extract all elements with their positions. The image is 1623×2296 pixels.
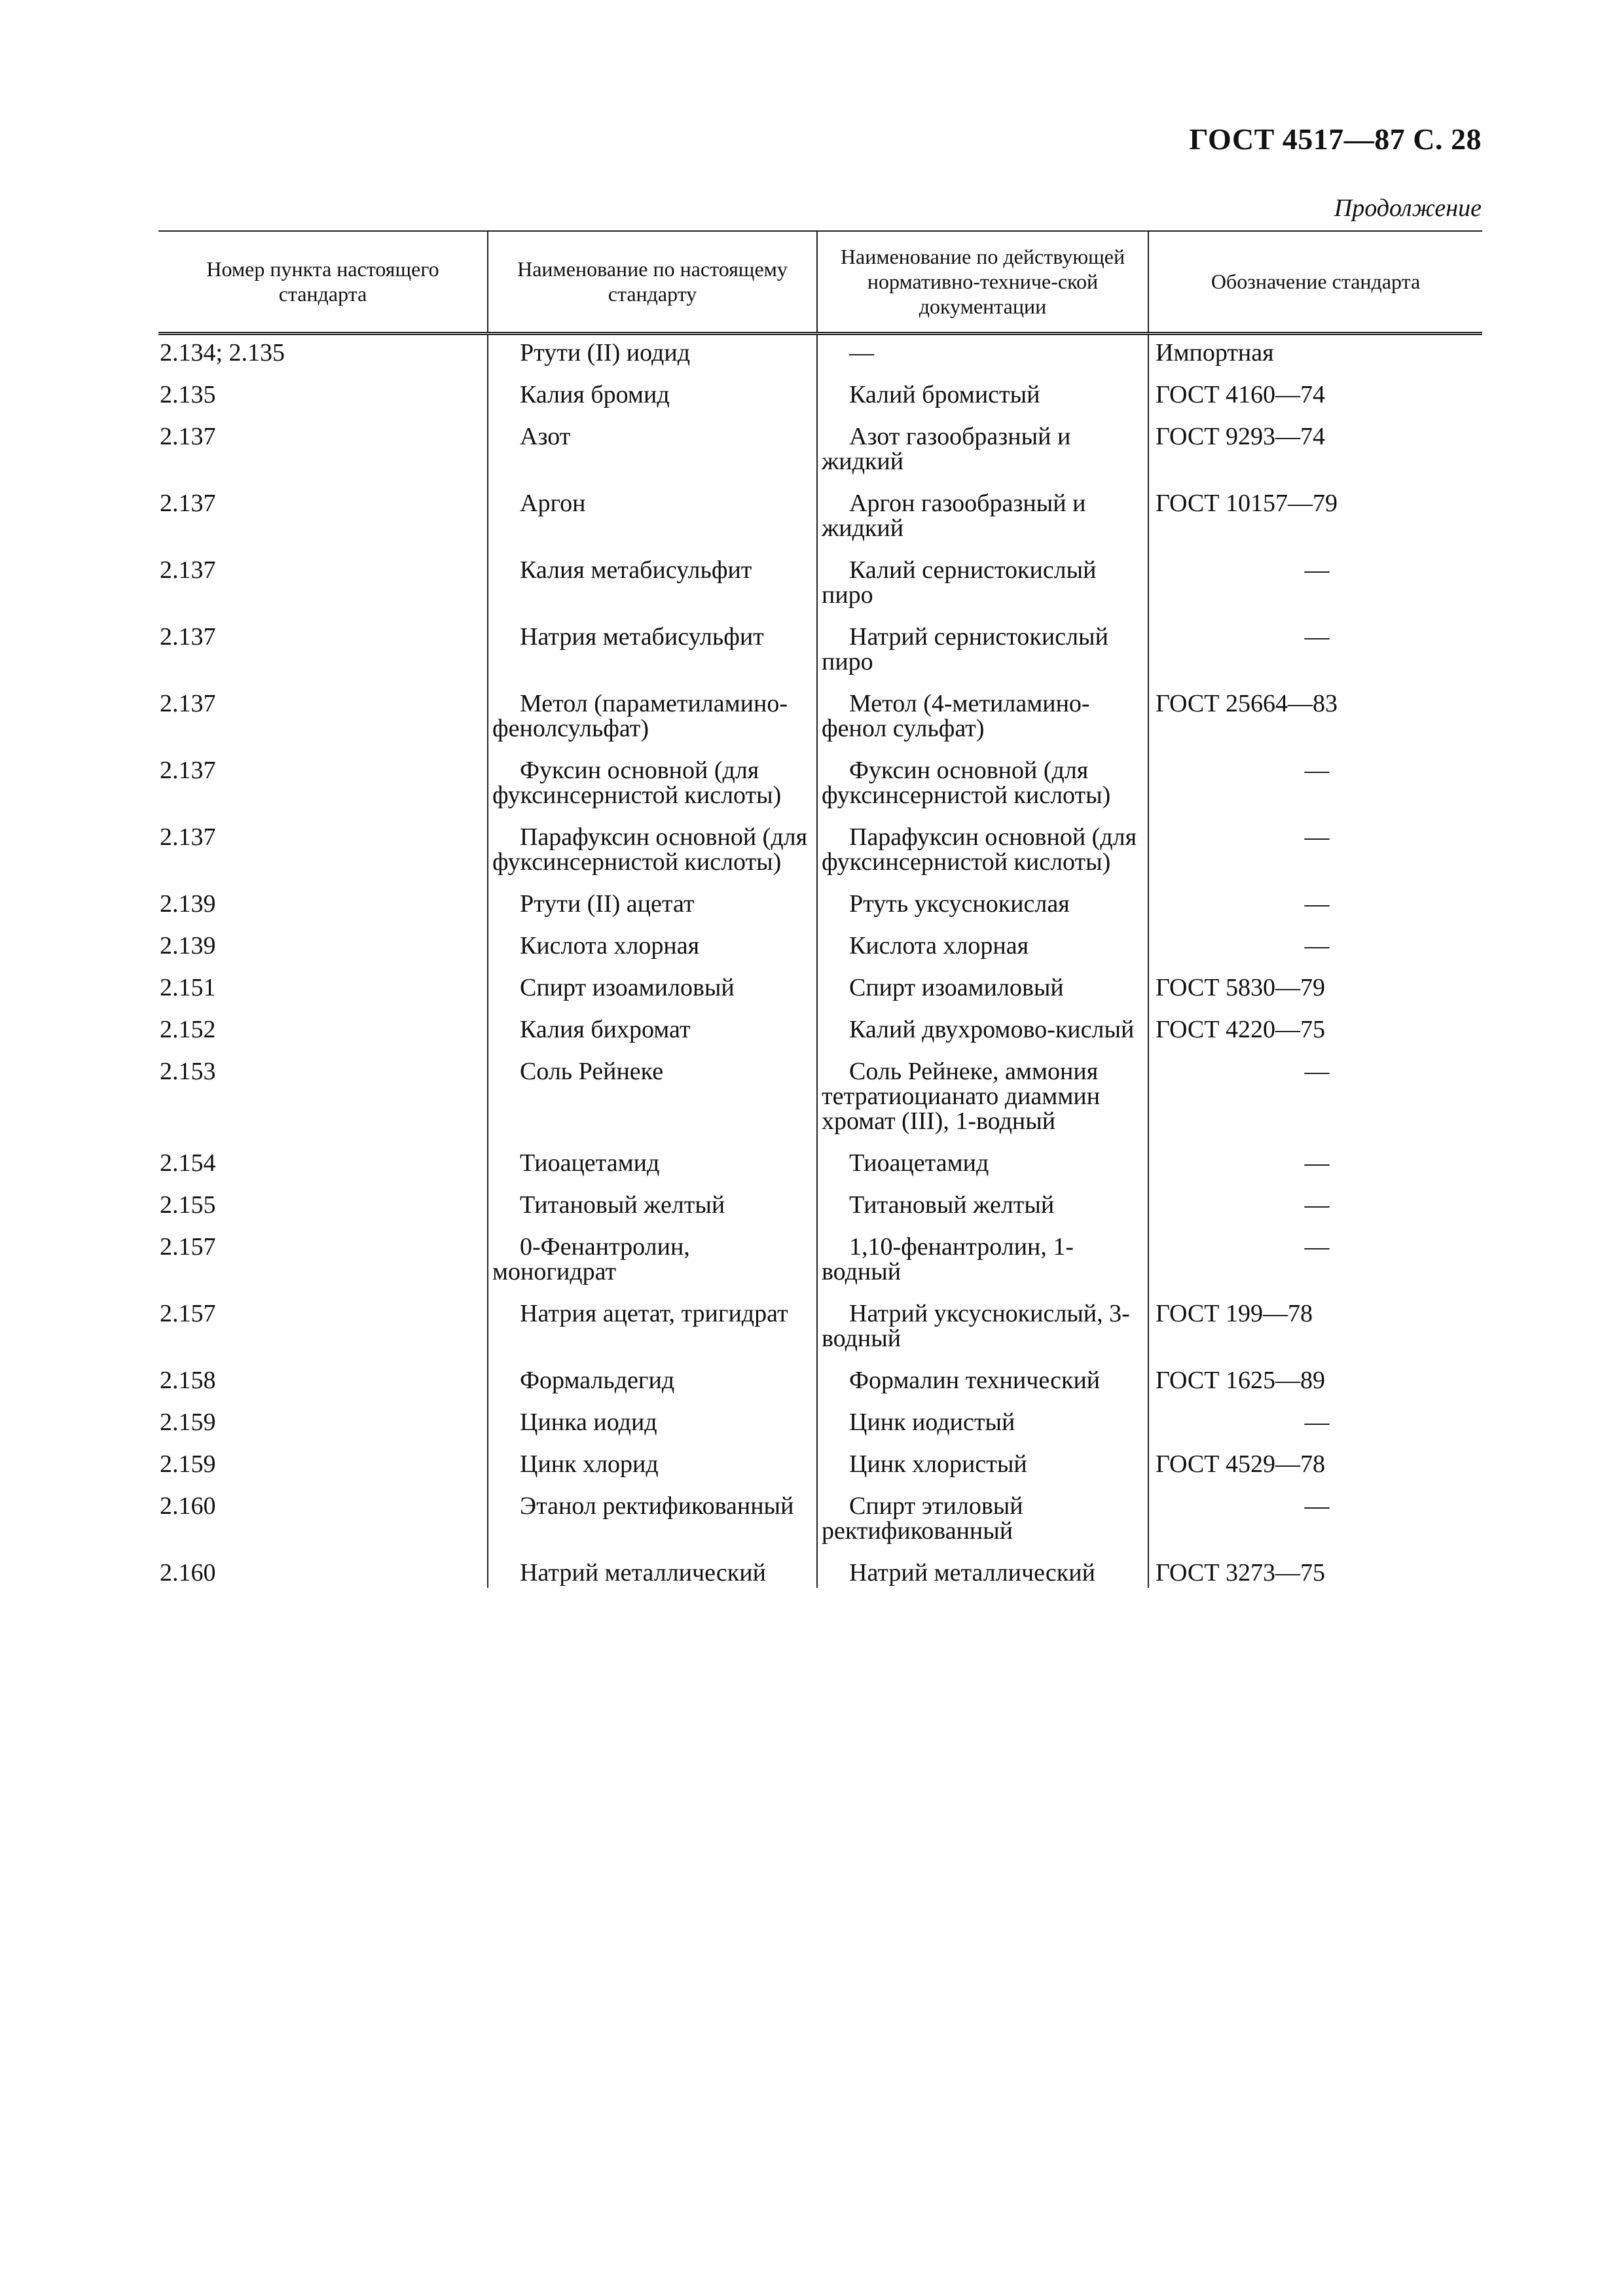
cell-standard: — bbox=[1148, 619, 1482, 686]
cell-name-current: Фуксин основной (для фуксинсернистой кислоты) bbox=[488, 753, 817, 819]
cell-name-normative: Тиоацетамид bbox=[817, 1145, 1148, 1187]
cell-name-normative: Цинк хлористый bbox=[817, 1446, 1148, 1488]
table-row bbox=[158, 419, 1482, 486]
cell-item-number: 2.159 bbox=[160, 1408, 216, 1436]
cell-standard: ГОСТ 10157—79 bbox=[1148, 486, 1482, 552]
table-row bbox=[158, 1229, 1482, 1296]
cell-name-normative: Кислота хлорная bbox=[817, 928, 1148, 970]
table-header bbox=[158, 231, 1482, 333]
cell-name-current: Калия бихромат bbox=[488, 1012, 817, 1054]
cell-name-current: Соль Рейнеке bbox=[488, 1054, 817, 1145]
cell-name-current: Калия метабисульфит bbox=[488, 552, 817, 619]
cell-name-normative: Парафуксин основной (для фуксинсернистой кислоты) bbox=[817, 819, 1148, 886]
cell-name-current: Аргон bbox=[488, 486, 817, 552]
cell-standard: ГОСТ 4160—74 bbox=[1148, 377, 1482, 419]
table-row bbox=[158, 552, 1482, 619]
cell-item-number: 2.155 bbox=[160, 1191, 216, 1219]
cell-name-normative: Калий бромистый bbox=[817, 377, 1148, 419]
cell-item-number: 2.160 bbox=[160, 1558, 216, 1587]
cell-name-normative: Аргон газообразный и жидкий bbox=[817, 486, 1148, 552]
cell-name-current: Тиоацетамид bbox=[488, 1145, 817, 1187]
cell-item-number: 2.137 bbox=[160, 422, 216, 450]
cell-standard: — bbox=[1148, 1145, 1482, 1187]
cell-name-normative: Цинк иодистый bbox=[817, 1405, 1148, 1446]
table-row bbox=[158, 1363, 1482, 1405]
cell-name-current: Кислота хлорная bbox=[488, 928, 817, 970]
table-row bbox=[158, 1446, 1482, 1488]
cell-standard: — bbox=[1148, 1187, 1482, 1229]
table-row bbox=[158, 753, 1482, 819]
header-row bbox=[158, 231, 1482, 333]
cell-name-normative: Титановый желтый bbox=[817, 1187, 1148, 1229]
cell-standard: ГОСТ 199—78 bbox=[1148, 1296, 1482, 1363]
cell-item-number: 2.137 bbox=[160, 689, 216, 717]
cell-item-number: 2.153 bbox=[160, 1057, 216, 1085]
cell-item-number: 2.157 bbox=[160, 1299, 216, 1327]
cell-name-current: Натрия ацетат, тригидрат bbox=[488, 1296, 817, 1363]
cell-standard: — bbox=[1148, 1229, 1482, 1296]
standards-table bbox=[158, 230, 1482, 1588]
cell-standard: ГОСТ 1625—89 bbox=[1148, 1363, 1482, 1405]
cell-standard: — bbox=[1148, 1488, 1482, 1555]
cell-item-number: 2.137 bbox=[160, 756, 216, 784]
table-row bbox=[158, 1012, 1482, 1054]
cell-name-current: Титановый желтый bbox=[488, 1187, 817, 1229]
cell-name-current: Метол (параметиламино-фенолсульфат) bbox=[488, 686, 817, 753]
cell-item-number: 2.139 bbox=[160, 931, 216, 960]
continuation-label: Продолжение bbox=[1334, 194, 1482, 222]
table-row bbox=[158, 686, 1482, 753]
cell-name-normative: Спирт этиловый ректификованный bbox=[817, 1488, 1148, 1555]
cell-item-number: 2.152 bbox=[160, 1015, 216, 1043]
cell-name-current: Ртути (II) иодид bbox=[488, 333, 817, 377]
cell-item-number: 2.154 bbox=[160, 1149, 216, 1177]
cell-standard: Импортная bbox=[1148, 333, 1482, 377]
table-row bbox=[158, 1145, 1482, 1187]
cell-standard: ГОСТ 4220—75 bbox=[1148, 1012, 1482, 1054]
cell-name-normative: Соль Рейнеке, аммония тетратиоцианато диаммин хромат (III), 1-водный bbox=[817, 1054, 1148, 1145]
cell-standard: — bbox=[1148, 928, 1482, 970]
table-row bbox=[158, 970, 1482, 1012]
cell-standard: ГОСТ 25664—83 bbox=[1148, 686, 1482, 753]
cell-item-number: 2.159 bbox=[160, 1450, 216, 1478]
table-row bbox=[158, 928, 1482, 970]
table-row bbox=[158, 619, 1482, 686]
cell-name-current: Цинк хлорид bbox=[488, 1446, 817, 1488]
cell-name-normative: Калий двухромово-кислый bbox=[817, 1012, 1148, 1054]
column-header-name-normative: Наименование по действующей нормативно-техниче-ской документации bbox=[817, 231, 1148, 333]
cell-name-normative: Метол (4-метиламино-фенол сульфат) bbox=[817, 686, 1148, 753]
cell-name-current: 0-Фенантролин, моногидрат bbox=[488, 1229, 817, 1296]
table-row bbox=[158, 1296, 1482, 1363]
cell-standard: — bbox=[1148, 552, 1482, 619]
cell-item-number: 2.158 bbox=[160, 1366, 216, 1394]
cell-name-current: Парафуксин основной (для фуксинсернистой кислоты) bbox=[488, 819, 817, 886]
cell-name-current: Формальдегид bbox=[488, 1363, 817, 1405]
cell-item-number: 2.134; 2.135 bbox=[160, 338, 285, 367]
table-row bbox=[158, 1555, 1482, 1588]
cell-name-current: Натрия метабисульфит bbox=[488, 619, 817, 686]
column-header-name-current: Наименование по настоящему стандарту bbox=[488, 231, 817, 333]
page-title: ГОСТ 4517—87 С. 28 bbox=[1189, 122, 1482, 156]
table-row bbox=[158, 333, 1482, 377]
table-row bbox=[158, 1488, 1482, 1555]
cell-standard: ГОСТ 4529—78 bbox=[1148, 1446, 1482, 1488]
cell-name-current: Натрий металлический bbox=[488, 1555, 817, 1588]
cell-item-number: 2.137 bbox=[160, 489, 216, 517]
cell-name-normative: Спирт изоамиловый bbox=[817, 970, 1148, 1012]
column-header-standard: Обозначение стандарта bbox=[1148, 231, 1482, 333]
cell-standard: — bbox=[1148, 819, 1482, 886]
cell-name-current: Спирт изоамиловый bbox=[488, 970, 817, 1012]
cell-name-normative: Азот газообразный и жидкий bbox=[817, 419, 1148, 486]
table-row bbox=[158, 819, 1482, 886]
cell-standard: — bbox=[1148, 886, 1482, 928]
cell-item-number: 2.151 bbox=[160, 973, 216, 1001]
cell-item-number: 2.137 bbox=[160, 823, 216, 851]
cell-standard: ГОСТ 5830—79 bbox=[1148, 970, 1482, 1012]
table-row bbox=[158, 1054, 1482, 1145]
cell-name-normative: Фуксин основной (для фуксинсернистой кислоты) bbox=[817, 753, 1148, 819]
cell-standard: ГОСТ 9293—74 bbox=[1148, 419, 1482, 486]
cell-item-number: 2.139 bbox=[160, 889, 216, 918]
cell-standard: — bbox=[1148, 753, 1482, 819]
cell-standard: — bbox=[1148, 1054, 1482, 1145]
table-row bbox=[158, 486, 1482, 552]
cell-standard: — bbox=[1148, 1405, 1482, 1446]
cell-item-number: 2.135 bbox=[160, 380, 216, 408]
cell-name-normative: 1,10-фенантролин, 1-водный bbox=[817, 1229, 1148, 1296]
table-row bbox=[158, 886, 1482, 928]
cell-name-normative: Формалин технический bbox=[817, 1363, 1148, 1405]
table-body bbox=[158, 333, 1482, 1588]
cell-name-normative: — bbox=[817, 333, 1148, 377]
cell-item-number: 2.160 bbox=[160, 1492, 216, 1520]
cell-name-normative: Натрий уксуснокислый, 3-водный bbox=[817, 1296, 1148, 1363]
cell-name-current: Этанол ректификованный bbox=[488, 1488, 817, 1555]
table-row bbox=[158, 1405, 1482, 1446]
table-row bbox=[158, 377, 1482, 419]
cell-standard: ГОСТ 3273—75 bbox=[1148, 1555, 1482, 1588]
table-row bbox=[158, 1187, 1482, 1229]
cell-name-normative: Натрий сернистокислый пиро bbox=[817, 619, 1148, 686]
cell-name-current: Азот bbox=[488, 419, 817, 486]
cell-item-number: 2.157 bbox=[160, 1232, 216, 1261]
cell-item-number: 2.137 bbox=[160, 622, 216, 651]
cell-item-number: 2.137 bbox=[160, 556, 216, 584]
cell-name-current: Ртути (II) ацетат bbox=[488, 886, 817, 928]
standards-table-container bbox=[158, 230, 1482, 1588]
cell-name-normative: Ртуть уксуснокислая bbox=[817, 886, 1148, 928]
cell-name-normative: Калий сернистокислый пиро bbox=[817, 552, 1148, 619]
cell-name-normative: Натрий металлический bbox=[817, 1555, 1148, 1588]
cell-name-current: Калия бромид bbox=[488, 377, 817, 419]
column-header-item-number: Номер пункта настоящего стандарта bbox=[158, 231, 488, 333]
cell-name-current: Цинка иодид bbox=[488, 1405, 817, 1446]
